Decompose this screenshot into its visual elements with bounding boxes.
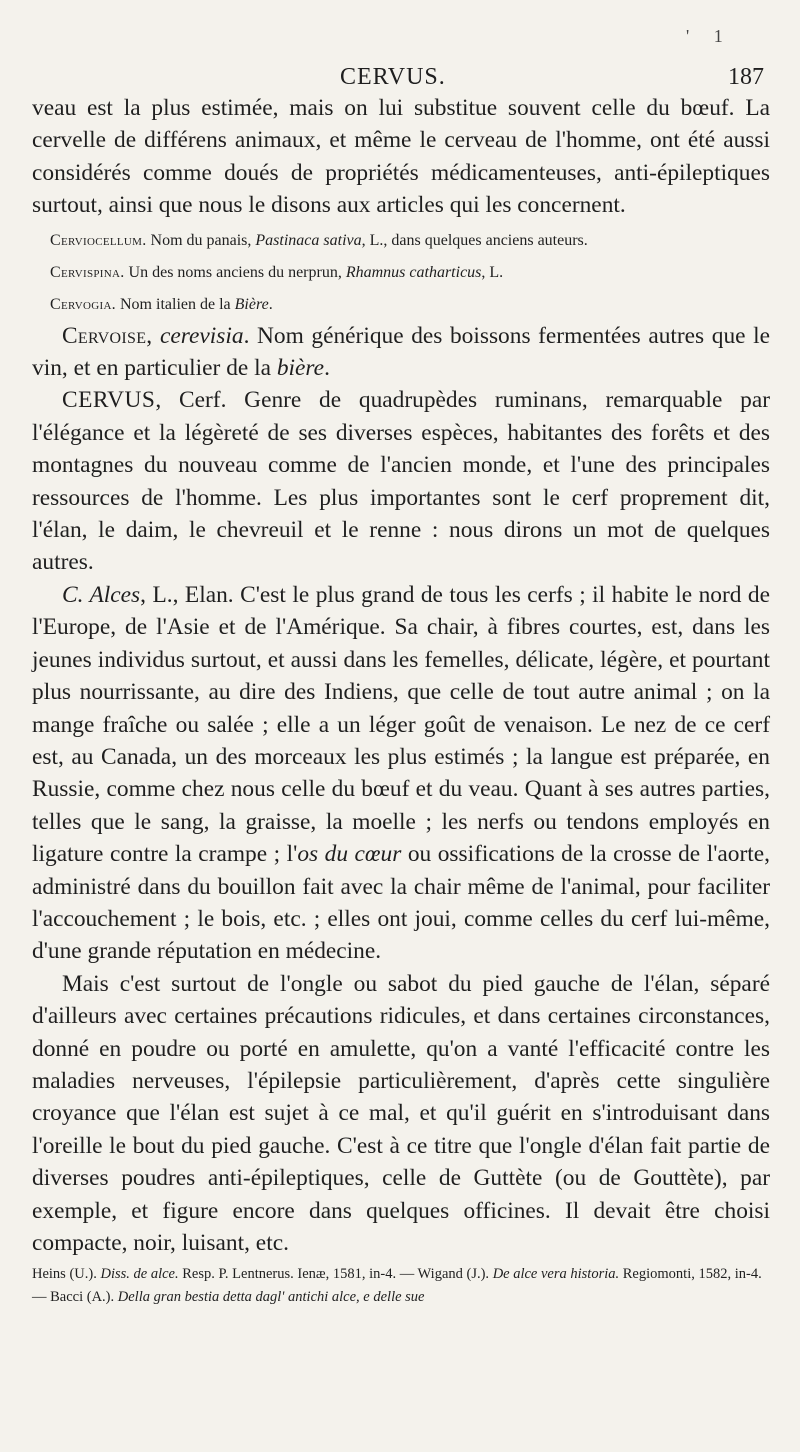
- entry-text: Nom du panais,: [146, 231, 256, 249]
- entry-latin-name: Pastinaca sativa: [255, 231, 362, 249]
- ref-title: De alce vera historia.: [492, 1266, 620, 1283]
- entry-text: Nom italien de la: [116, 295, 235, 313]
- entry-headword: Cervispina.: [50, 263, 125, 281]
- ref-title: Della gran bestia detta dagl' antichi alce, e delle sue: [117, 1289, 425, 1306]
- entry-italic-word: bière: [276, 355, 325, 382]
- entry-text: , L., Elan. C'est le plus grand de tous les cerfs ; il habite le nord de l'Europe, de l'Asie et de l'Amérique. Sa chair, à fibres courtes, est, dans les jeunes individus surtout, et aussi dans les femelles, délicate, légère, et pourtant plus nourrissante, au dire des Indiens, que celle de tout autre animal ; on la mange fraîche ou salée ; elle a un léger goût de venaison. Le nez de ce cerf est, au Canada, un des morceaux les plus estimés ; la langue est préparée, en Russie, comme chez nous celle du bœuf et du veau. Quant à ses autres parties, telles que le sang, la graisse, la moelle ; les nerfs ou tendons employés en ligature contre la crampe ; l': [32, 581, 771, 868]
- entry-headword: Cerviocellum.: [50, 231, 147, 249]
- entry-cervoise: [32, 320, 770, 385]
- entry-text: .: [268, 295, 273, 313]
- stray-marks: ' 1: [686, 26, 733, 46]
- entry-latin-name: Bière: [234, 295, 269, 313]
- entry-text: , Cerf. Genre de quadrupèdes ruminans, remarquable par l'élégance et la légèreté de ses diverses espèces, habitantes des forêts et des montagnes du nouveau comme de l'ancien monde, et l'une des principales ressources de l'homme. Les plus importantes sont le cerf proprement dit, l'élan, le daim, le chevreuil et le renne : nous dirons un mot de quelques autres.: [32, 387, 770, 576]
- paragraph-continued: veau est la plus estimée, mais on lui substitue souvent celle du bœuf. La cervelle de différens animaux, et même le cerveau de l'homme, ont été aussi considérés comme doués de propriétés médicamenteuses, anti-épileptiques surtout, ainsi que nous le disons aux articles qui les concernent.: [32, 95, 770, 219]
- entry-text: .: [324, 355, 330, 382]
- entry-cerviocellum: [50, 227, 770, 254]
- bibliographic-references: [32, 1263, 770, 1309]
- entry-latin-name: cerevisia: [160, 322, 244, 349]
- entry-text: , L.: [481, 263, 504, 281]
- ref-title: Diss. de alce.: [100, 1266, 179, 1283]
- paragraph-ongle: Mais c'est surtout de l'ongle ou sabot du pied gauche de l'élan, séparé d'ailleurs avec certaines précautions ridicules, et dans certaines circonstances, donné en poudre ou porté en amulette, qu'on a vanté l'efficacité contre les maladies nerveuses, l'épilepsie particulièrement, d'après cette singulière croyance que l'élan est sujet à ce mal, et qu'il guérit en s'introduisant dans l'oreille le bout du pied gauche. C'est à ce titre que l'ongle d'élan fait partie de diverses poudres anti-épileptiques, celle de Guttète (ou de Gouttète), par exemple, et figure encore dans quelques officines. Il devait être choisi compacte, noir, luisant, etc.: [32, 970, 770, 1256]
- running-head: CERVUS.: [340, 64, 446, 90]
- page-number: 187: [728, 64, 764, 90]
- entry-italic-term: os du cœur: [297, 841, 402, 868]
- entry-headword: C. Alces: [62, 581, 141, 608]
- entry-cervispina: [50, 259, 770, 286]
- entry-headword: Cervogia.: [50, 295, 116, 313]
- entry-cervus: [32, 384, 770, 578]
- ref-text: Regiomonti, 1582, in-4. — Bacci (A.).: [32, 1266, 762, 1306]
- ref-text: Heins (U.).: [32, 1266, 101, 1283]
- entry-alces: [32, 579, 770, 968]
- entry-latin-name: Rhamnus catharticus: [345, 263, 482, 281]
- entry-cervogia: [50, 291, 770, 318]
- ref-text: Resp. P. Lentnerus. Ienæ, 1581, in-4. — Wigand (J.).: [178, 1266, 493, 1283]
- entry-text: , L., dans quelques anciens auteurs.: [361, 231, 588, 249]
- entry-text: Un des noms anciens du nerprun,: [124, 263, 346, 281]
- entry-text: ou ossifications de la crosse de l'aorte, administré dans du bouillon fait avec la chair même de l'animal, pour faciliter l'accouchement ; le bois, etc. ; elles ont joui, comme celles du cerf lui-même, d'une grande réputation en médecine.: [32, 841, 770, 965]
- entry-text: . Nom générique des boissons fermentées autres que le vin, et en particulier de la: [32, 322, 770, 382]
- entry-headword: CERVUS: [62, 387, 156, 414]
- page-header: [32, 0, 770, 92]
- entry-headword: Cervoise,: [62, 322, 153, 349]
